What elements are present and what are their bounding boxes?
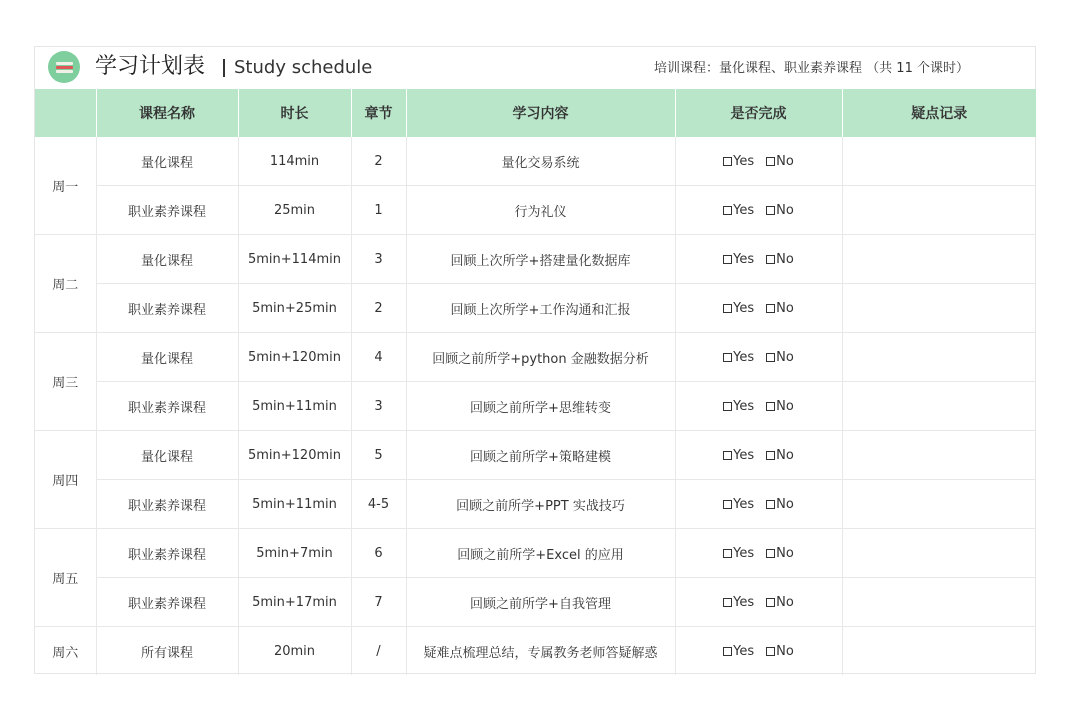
yes-checkbox[interactable]: [723, 595, 754, 610]
column-header-chapter: 章节: [351, 89, 406, 137]
chapter-cell: 3: [351, 235, 406, 284]
yes-checkbox[interactable]: [723, 497, 754, 512]
notes-cell[interactable]: [842, 284, 1036, 333]
completion-cell: [675, 627, 842, 676]
checkbox-icon: [723, 304, 732, 313]
day-cell: 周二: [35, 235, 96, 333]
content-cell: 回顾之前所学+Excel 的应用: [406, 529, 675, 578]
checkbox-icon: [723, 157, 732, 166]
course-name-cell: 量化课程: [96, 333, 238, 382]
day-cell: 周三: [35, 333, 96, 431]
yes-label: Yes: [733, 643, 755, 659]
content-cell: 量化交易系统: [406, 137, 675, 186]
yes-checkbox[interactable]: [723, 252, 754, 267]
content-cell: 行为礼仪: [406, 186, 675, 235]
table-row: [35, 529, 1036, 578]
content-cell: 回顾之前所学+策略建模: [406, 431, 675, 480]
table-row: [35, 578, 1036, 627]
table-row: [35, 431, 1036, 480]
chapter-cell: 1: [351, 186, 406, 235]
yes-label: Yes: [733, 202, 755, 218]
table-row: [35, 333, 1036, 382]
course-name-cell: 职业素养课程: [96, 382, 238, 431]
course-name-cell: 职业素养课程: [96, 186, 238, 235]
duration-cell: 5min+25min: [238, 284, 351, 333]
course-info: 培训课程：量化课程、职业素养课程 （共 11 个课时）: [654, 61, 969, 76]
no-checkbox[interactable]: [766, 497, 794, 512]
table-row: [35, 235, 1036, 284]
yes-label: Yes: [733, 447, 755, 463]
checkbox-icon: [723, 500, 732, 509]
duration-cell: 5min+120min: [238, 431, 351, 480]
chapter-cell: /: [351, 627, 406, 676]
schedule-table: [35, 89, 1036, 675]
notes-cell[interactable]: [842, 627, 1036, 676]
table-row: [35, 137, 1036, 186]
no-checkbox[interactable]: [766, 154, 794, 169]
page-subtitle: Study schedule: [234, 57, 373, 78]
chapter-cell: 2: [351, 137, 406, 186]
page-title: 学习计划表: [95, 54, 206, 79]
checkbox-icon: [766, 206, 775, 215]
table-row: [35, 480, 1036, 529]
no-label: No: [776, 202, 794, 218]
yes-checkbox[interactable]: [723, 546, 754, 561]
column-header-content: 学习内容: [406, 89, 675, 137]
content-cell: 回顾之前所学+PPT 实战技巧: [406, 480, 675, 529]
no-label: No: [776, 349, 794, 365]
chapter-cell: 3: [351, 382, 406, 431]
no-label: No: [776, 153, 794, 169]
completion-cell: [675, 333, 842, 382]
checkbox-icon: [766, 549, 775, 558]
day-cell: 周五: [35, 529, 96, 627]
notes-cell[interactable]: [842, 578, 1036, 627]
duration-cell: 5min+120min: [238, 333, 351, 382]
yes-checkbox[interactable]: [723, 350, 754, 365]
duration-cell: 5min+11min: [238, 382, 351, 431]
no-label: No: [776, 496, 794, 512]
yes-label: Yes: [733, 398, 755, 414]
checkbox-icon: [723, 647, 732, 656]
no-label: No: [776, 643, 794, 659]
checkbox-icon: [766, 255, 775, 264]
day-cell: 周四: [35, 431, 96, 529]
content-cell: 回顾之前所学+思维转变: [406, 382, 675, 431]
no-label: No: [776, 251, 794, 267]
study-schedule-sheet: [34, 46, 1036, 674]
checkbox-icon: [766, 598, 775, 607]
checkbox-icon: [766, 500, 775, 509]
schedule-body: [35, 137, 1036, 675]
yes-checkbox[interactable]: [723, 154, 754, 169]
chapter-cell: 6: [351, 529, 406, 578]
notes-cell[interactable]: [842, 137, 1036, 186]
checkbox-icon: [766, 353, 775, 362]
duration-cell: 5min+11min: [238, 480, 351, 529]
duration-cell: 5min+114min: [238, 235, 351, 284]
no-checkbox[interactable]: [766, 203, 794, 218]
content-cell: 回顾之前所学+自我管理: [406, 578, 675, 627]
course-name-cell: 职业素养课程: [96, 578, 238, 627]
table-row: [35, 382, 1036, 431]
yes-checkbox[interactable]: [723, 203, 754, 218]
duration-cell: 5min+7min: [238, 529, 351, 578]
checkbox-icon: [766, 647, 775, 656]
yes-checkbox[interactable]: [723, 644, 754, 659]
column-header-duration: 时长: [238, 89, 351, 137]
chapter-cell: 4-5: [351, 480, 406, 529]
completion-cell: [675, 284, 842, 333]
no-label: No: [776, 398, 794, 414]
course-name-cell: 量化课程: [96, 431, 238, 480]
title-bar: [35, 47, 1037, 89]
yes-label: Yes: [733, 545, 755, 561]
course-name-cell: 职业素养课程: [96, 480, 238, 529]
content-cell: 疑难点梳理总结，专属教务老师答疑解惑: [406, 627, 675, 676]
duration-cell: 20min: [238, 627, 351, 676]
completion-cell: [675, 480, 842, 529]
no-checkbox[interactable]: [766, 595, 794, 610]
column-header-notes: 疑点记录: [842, 89, 1036, 137]
no-label: No: [776, 300, 794, 316]
content-cell: 回顾上次所学+搭建量化数据库: [406, 235, 675, 284]
yes-label: Yes: [733, 496, 755, 512]
completion-cell: [675, 578, 842, 627]
no-checkbox[interactable]: [766, 301, 794, 316]
yes-label: Yes: [733, 349, 755, 365]
completion-cell: [675, 382, 842, 431]
chapter-cell: 4: [351, 333, 406, 382]
yes-label: Yes: [733, 594, 755, 610]
yes-label: Yes: [733, 153, 755, 169]
notes-cell[interactable]: [842, 480, 1036, 529]
duration-cell: 25min: [238, 186, 351, 235]
checkbox-icon: [766, 157, 775, 166]
chapter-cell: 5: [351, 431, 406, 480]
course-name-cell: 职业素养课程: [96, 284, 238, 333]
yes-label: Yes: [733, 300, 755, 316]
table-row: [35, 186, 1036, 235]
chapter-cell: 7: [351, 578, 406, 627]
completion-cell: [675, 235, 842, 284]
day-cell: 周一: [35, 137, 96, 235]
yes-checkbox[interactable]: [723, 448, 754, 463]
table-row: [35, 284, 1036, 333]
notes-cell[interactable]: [842, 333, 1036, 382]
yes-checkbox[interactable]: [723, 399, 754, 414]
checkbox-icon: [723, 402, 732, 411]
checkbox-icon: [766, 304, 775, 313]
title-divider: [223, 59, 225, 77]
course-name-cell: 量化课程: [96, 235, 238, 284]
duration-cell: 5min+17min: [238, 578, 351, 627]
checkbox-icon: [723, 353, 732, 362]
no-label: No: [776, 447, 794, 463]
table-row: [35, 627, 1036, 676]
column-header-day: [35, 89, 96, 137]
column-header-course: 课程名称: [96, 89, 238, 137]
column-header-completed: 是否完成: [675, 89, 842, 137]
day-cell: 周六: [52, 645, 79, 661]
course-name-cell: 所有课程: [96, 627, 238, 676]
chapter-cell: 2: [351, 284, 406, 333]
no-checkbox[interactable]: [766, 399, 794, 414]
checkbox-icon: [723, 255, 732, 264]
notes-cell[interactable]: [842, 186, 1036, 235]
checkbox-icon: [723, 598, 732, 607]
checkbox-icon: [766, 451, 775, 460]
yes-checkbox[interactable]: [723, 301, 754, 316]
notes-cell[interactable]: [842, 235, 1036, 284]
completion-cell: [675, 529, 842, 578]
checkbox-icon: [723, 451, 732, 460]
books-icon: [48, 51, 80, 83]
course-name-cell: 量化课程: [96, 137, 238, 186]
checkbox-icon: [723, 206, 732, 215]
content-cell: 回顾之前所学+python 金融数据分析: [406, 333, 675, 382]
content-cell: 回顾上次所学+工作沟通和汇报: [406, 284, 675, 333]
no-label: No: [776, 545, 794, 561]
header-row: [35, 89, 1036, 137]
notes-cell[interactable]: [842, 431, 1036, 480]
no-checkbox[interactable]: [766, 448, 794, 463]
no-checkbox[interactable]: [766, 252, 794, 267]
completion-cell: [675, 186, 842, 235]
no-checkbox[interactable]: [766, 350, 794, 365]
checkbox-icon: [723, 549, 732, 558]
no-checkbox[interactable]: [766, 546, 794, 561]
checkbox-icon: [766, 402, 775, 411]
completion-cell: [675, 137, 842, 186]
duration-cell: 114min: [238, 137, 351, 186]
notes-cell[interactable]: [842, 382, 1036, 431]
no-checkbox[interactable]: [766, 644, 794, 659]
notes-cell[interactable]: [842, 529, 1036, 578]
no-label: No: [776, 594, 794, 610]
completion-cell: [675, 431, 842, 480]
course-name-cell: 职业素养课程: [96, 529, 238, 578]
yes-label: Yes: [733, 251, 755, 267]
